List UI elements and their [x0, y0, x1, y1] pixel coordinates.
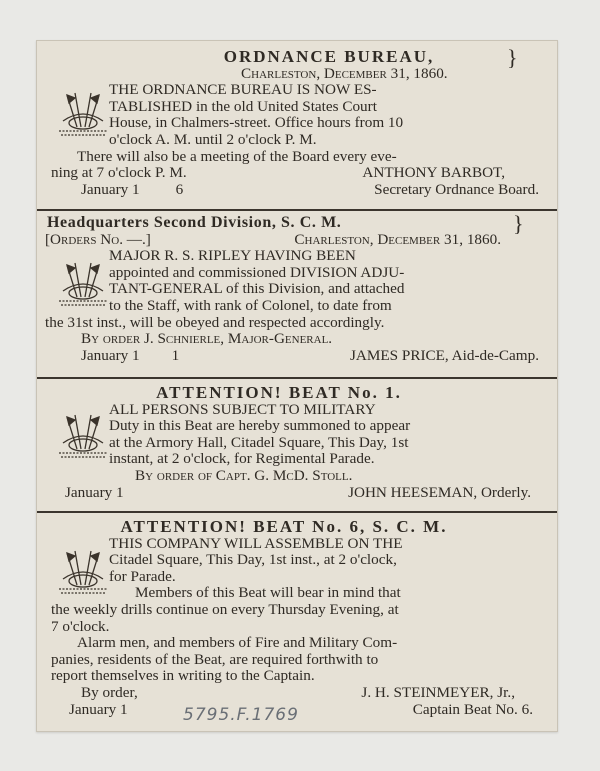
body-line: MAJOR R. S. RIPLEY HAVING BEEN [109, 248, 356, 265]
signer: JAMES PRICE, Aid-de-Camp. [349, 346, 539, 364]
body-line: report themselves in writing to the Captain. [51, 668, 315, 685]
date-left: January 1 [81, 346, 140, 364]
date-left: January 1 [65, 483, 124, 501]
date-number: 1 [171, 346, 180, 364]
body-line: 7 o'clock. [51, 618, 110, 635]
notice-beat-1 [51, 385, 547, 501]
body-line: to the Staff, with rank of Colonel, to date from [109, 297, 392, 314]
notice-beat-6 [51, 519, 547, 718]
date-left: January 1 [69, 700, 128, 718]
body-line: THIS COMPANY WILL ASSEMBLE ON THE [109, 535, 403, 552]
notice-title: Headquarters Second Division, S. C. M. [47, 215, 342, 231]
body-line: Members of this Beat will bear in mind that [135, 585, 401, 602]
body-line: Alarm men, and members of Fire and Military Com- [77, 635, 398, 652]
body-line: ALL PERSONS SUBJECT TO MILITARY [109, 401, 376, 418]
body-line: Citadel Square, This Day, 1st inst., at 2 o'clock, [109, 552, 397, 569]
body-line: TANT-GENERAL of this Division, and attached [109, 281, 405, 298]
notice-title: ORDNANCE BUREAU, [223, 47, 435, 66]
orders-number: [Orders No. —.] [45, 230, 151, 248]
date-left: January 1 [81, 180, 140, 198]
signer: ANTHONY BARBOT, [362, 164, 505, 182]
signer: J. H. STEINMEYER, Jr., [361, 683, 515, 701]
dateline: Charleston, December 31, 1860. [241, 64, 448, 82]
section-rule [37, 511, 557, 513]
pencil-annotation: 5795.F.1769 [183, 705, 299, 725]
by-order: By order of Capt. G. McD. Stoll. [135, 467, 353, 484]
section-rule [37, 377, 557, 379]
signer: JOHN HEESEMAN, Orderly. [348, 483, 531, 501]
body-line: ning at 7 o'clock P. M. [51, 164, 187, 182]
body-line: for Parade. [109, 568, 176, 585]
body-line: instant, at 2 o'clock, for Regimental Parade. [109, 451, 375, 468]
signer-title: Secretary Ordnance Board. [374, 180, 539, 198]
brace-mark: } [513, 211, 524, 236]
body-line: panies, residents of the Beat, are required forthwith to [51, 651, 379, 668]
dateline: Charleston, December 31, 1860. [294, 230, 501, 248]
notice-second-division [45, 211, 547, 364]
notice-title: ATTENTION! BEAT No. 1. [156, 383, 402, 402]
body-line: o'clock A. M. until 2 o'clock P. M. [109, 131, 317, 148]
body-line: TABLISHED in the old United States Court [109, 98, 377, 115]
newspaper-clipping [36, 40, 558, 732]
military-crest-icon [53, 261, 113, 309]
body-line: There will also be a meeting of the Board every eve- [77, 148, 397, 165]
notice-title: ATTENTION! BEAT No. 6, S. C. M. [120, 517, 448, 536]
military-crest-icon [53, 549, 113, 597]
by-order: By order J. Schnierle, Major-General. [81, 331, 333, 348]
body-line: the 31st inst., will be obeyed and respected accordingly. [45, 314, 385, 331]
body-line: at the Armory Hall, Citadel Square, This Day, 1st [109, 434, 409, 451]
notice-ordnance-bureau [51, 45, 547, 198]
body-line: Duty in this Beat are hereby summoned to appear [109, 418, 411, 435]
military-crest-icon [53, 91, 113, 139]
date-number: 6 [175, 180, 184, 198]
body-line: House, in Chalmers-street. Office hours from 10 [109, 115, 404, 132]
body-line: the weekly drills continue on every Thursday Evening, at [51, 601, 399, 618]
body-line: THE ORDNANCE BUREAU IS NOW ES- [109, 82, 377, 99]
section-rule [37, 209, 557, 211]
signer-title: Captain Beat No. 6. [412, 700, 533, 718]
military-crest-icon [53, 413, 113, 461]
by-order: By order, [81, 683, 138, 701]
body-line: appointed and commissioned DIVISION ADJU- [109, 264, 405, 281]
brace-mark: } [507, 45, 518, 70]
